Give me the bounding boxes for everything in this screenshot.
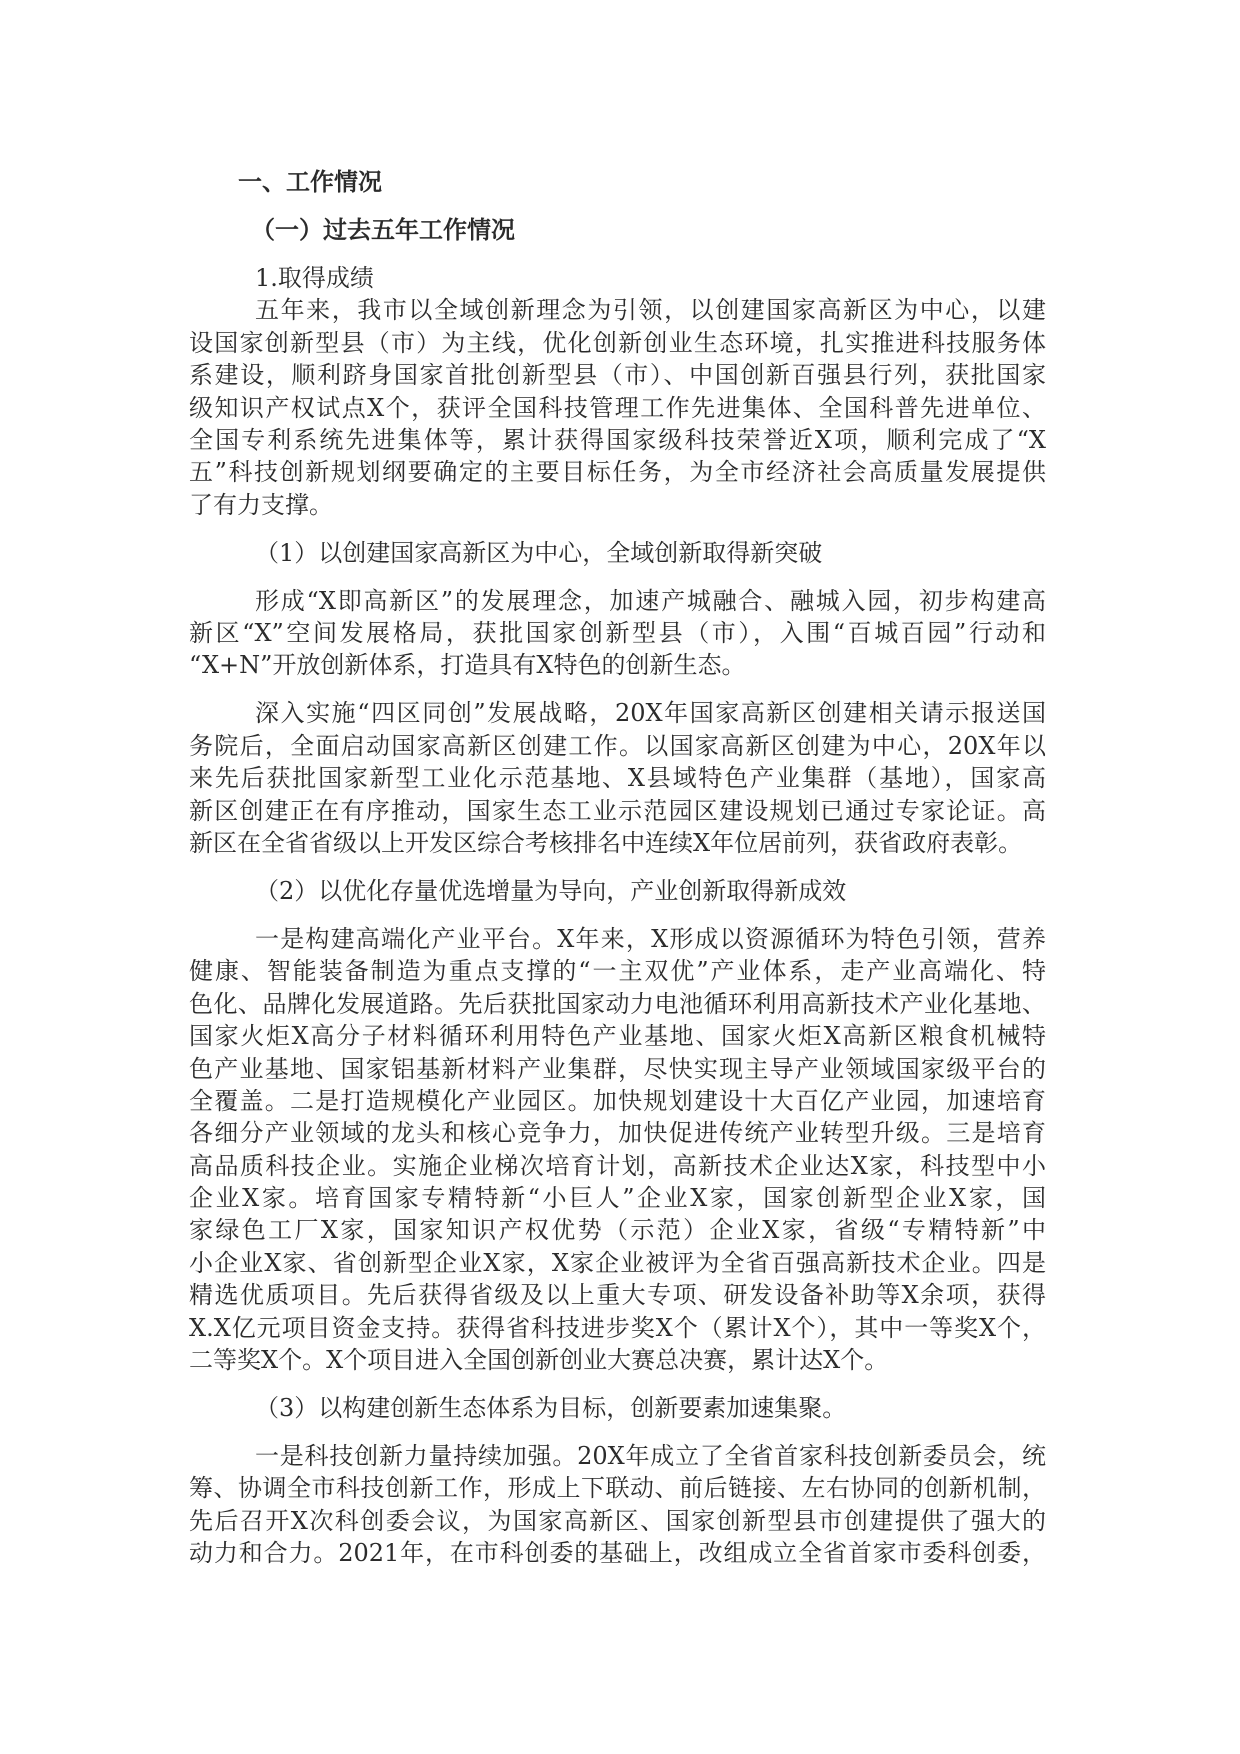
paragraph [189, 1440, 1046, 1570]
paragraph-line: 二等奖X个。X个项目进入全国创新创业大赛总决赛，累计达X个。 [189, 1346, 889, 1375]
paragraph-line: 国家火炬X高分子材料循环利用特色产业基地、国家火炬X高新区粮食机械特 [189, 1022, 1046, 1051]
paragraph-line: 新区创建正在有序推动，国家生态工业示范园区建设规划已通过专家论证。高 [189, 796, 1046, 825]
paragraph-line: 色化、品牌化发展道路。先后获批国家动力电池循环利用高新技术产业化基地、 [189, 989, 1046, 1018]
paragraph-line: 高品质科技企业。实施企业梯次培育计划，高新技术企业达X家，科技型中小 [189, 1151, 1046, 1180]
paragraph-line: 系建设，顺利跻身国家首批创新型县（市）、中国创新百强县行列，获批国家 [189, 361, 1046, 390]
paragraph-line: “X+N”开放创新体系，打造具有X特色的创新生态。 [189, 651, 746, 680]
paragraph-line: 动力和合力。2021年，在市科创委的基础上，改组成立全省首家市委科创委， [189, 1539, 1046, 1568]
point-heading [189, 875, 1046, 907]
paragraph [189, 294, 1046, 521]
section-heading [189, 166, 1046, 198]
paragraph-line: 各细分产业领域的龙头和核心竞争力，加快促进传统产业转型升级。三是培育 [189, 1119, 1046, 1148]
paragraph-line: 形成“X即高新区”的发展理念，加速产城融合、融城入园，初步构建高 [255, 586, 1046, 615]
paragraph-line: 健康、智能装备制造为重点支撑的“一主双优”产业体系，走产业高端化、特 [189, 957, 1046, 986]
paragraph-line: 五年来，我市以全域创新理念为引领，以创建国家高新区为中心，以建 [255, 296, 1046, 325]
subsection-heading-text: （一）过去五年工作情况 [251, 214, 515, 244]
paragraph-line: 小企业X家、省创新型企业X家，X家企业被评为全省百强高新技术企业。四是 [189, 1248, 1046, 1277]
paragraph-line: 来先后获批国家新型工业化示范基地、X县域特色产业集群（基地），国家高 [189, 764, 1046, 793]
paragraph-line: 家绿色工厂X家，国家知识产权优势（示范）企业X家，省级“专精特新”中 [189, 1216, 1046, 1245]
point-heading [189, 1392, 1046, 1424]
paragraph-line: 新区在全省省级以上开发区综合考核排名中连续X年位居前列，获省政府表彰。 [189, 829, 1023, 857]
paragraph-line: 新区“X”空间发展格局，获批国家创新型县（市），入围“百城百园”行动和 [189, 619, 1046, 648]
paragraph-line: 筹、协调全市科技创新工作，形成上下联动、前后链接、左右协同的创新机制， [189, 1474, 1046, 1503]
paragraph-line: 先后召开X次科创委会议，为国家高新区、国家创新型县市创建提供了强大的 [189, 1506, 1046, 1535]
paragraph-line: X.X亿元项目资金支持。获得省科技进步奖X个（累计X个），其中一等奖X个， [189, 1313, 1046, 1342]
paragraph-line: 了有力支撑。 [189, 490, 333, 519]
paragraph [189, 697, 1046, 859]
paragraph-line: 设国家创新型县（市）为主线，优化创新创业生态环境，扎实推进科技服务体 [189, 328, 1046, 357]
item-heading-text: 1.取得成绩 [255, 263, 374, 292]
item-heading [189, 262, 1046, 294]
paragraph-line: 一是构建高端化产业平台。X年来，X形成以资源循环为特色引领，营养 [255, 924, 1046, 953]
paragraph-line: 全覆盖。二是打造规模化产业园区。加快规划建设十大百亿产业园，加速培育 [189, 1086, 1046, 1115]
paragraph-line: 深入实施“四区同创”发展战略，20X年国家高新区创建相关请示报送国 [255, 699, 1046, 728]
paragraph-line: 精选优质项目。先后获得省级及以上重大专项、研发设备补助等X余项，获得 [189, 1281, 1046, 1310]
point-heading-text: （3）以构建创新生态体系为目标，创新要素加速集聚。 [255, 1394, 847, 1423]
paragraph-line: 级知识产权试点X个，获评全国科技管理工作先进集体、全国科普先进单位、 [189, 393, 1046, 422]
paragraph [189, 923, 1046, 1376]
subsection-heading [189, 214, 1046, 246]
paragraph-line: 全国专利系统先进集体等，累计获得国家级科技荣誉近X项，顺利完成了“X [189, 425, 1046, 454]
paragraph-line: 五”科技创新规划纲要确定的主要目标任务，为全市经济社会高质量发展提供 [189, 458, 1046, 487]
content-blocks [189, 294, 1046, 1569]
paragraph-line: 色产业基地、国家铝基新材料产业集群，尽快实现主导产业领域国家级平台的 [189, 1054, 1046, 1083]
section-heading-text: 一、工作情况 [238, 167, 382, 196]
paragraph [189, 585, 1046, 682]
paragraph-line: 企业X家。培育国家专精特新“小巨人”企业X家，国家创新型企业X家，国 [189, 1184, 1046, 1213]
document-body [189, 166, 1046, 1570]
point-heading-text: （1）以创建国家高新区为中心，全域创新取得新突破 [255, 538, 823, 567]
point-heading-text: （2）以优化存量优选增量为导向，产业创新取得新成效 [255, 876, 847, 905]
paragraph-line: 务院后，全面启动国家高新区创建工作。以国家高新区创建为中心，20X年以 [189, 731, 1046, 760]
paragraph-line: 一是科技创新力量持续加强。20X年成立了全省首家科技创新委员会，统 [255, 1442, 1046, 1471]
point-heading [189, 537, 1046, 569]
